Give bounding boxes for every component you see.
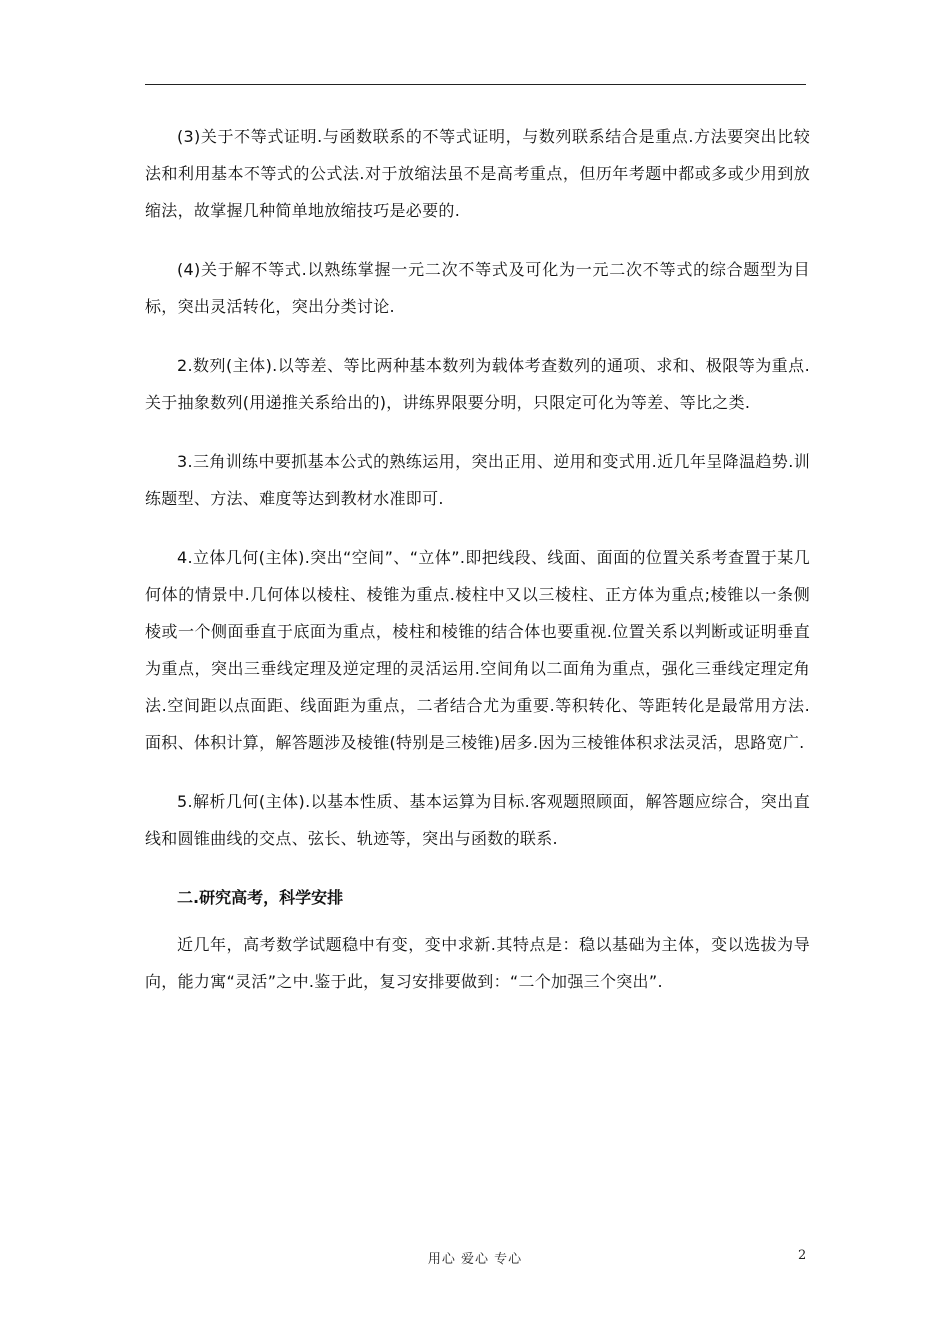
paragraph-inequality-proof: (3)关于不等式证明.与函数联系的不等式证明，与数列联系结合是重点.方法要突出比较法和利用基本不等式的公式法.对于放缩法虽不是高考重点，但历年考题中都或多或少用到放缩法，故掌握几种简单地放缩技巧是必要的. [145,127,810,220]
document-body [145,118,810,1000]
paragraph-analytic-geometry: 5.解析几何(主体).以基本性质、基本运算为目标.客观题照顾面，解答题应综合，突出直线和圆锥曲线的交点、弦长、轨迹等，突出与函数的联系. [145,792,810,848]
paragraph-exam-trends: 近几年，高考数学试题稳中有变，变中求新.其特点是：稳以基础为主体，变以选拔为导向，能力寓“灵活”之中.鉴于此，复习安排要做到：“二个加强三个突出”. [145,935,810,991]
paragraph-solid-geometry: 4.立体几何(主体).突出“空间”、“立体”.即把线段、线面、面面的位置关系考查置于某几何体的情景中.几何体以棱柱、棱锥为重点.棱柱中又以三棱柱、正方体为重点;棱锥以一条侧棱或一个侧面垂直于底面为重点，棱柱和棱锥的结合体也要重视.位置关系以判断或证明垂直为重点，突出三垂线定理及逆定理的灵活运用.空间角以二面角为重点，强化三垂线定理定角法.空间距以点面距、线面距为重点，二者结合尤为重要.等积转化、等距转化是最常用方法.面积、体积计算，解答题涉及棱锥(特别是三棱锥)居多.因为三棱锥体积求法灵活，思路宽广. [145,548,810,752]
paragraph-trigonometry: 3.三角训练中要抓基本公式的熟练运用，突出正用、逆用和变式用.近几年呈降温趋势.训练题型、方法、难度等达到教材水准即可. [145,452,810,508]
paragraph-sequences: 2.数列(主体).以等差、等比两种基本数列为载体考查数列的通项、求和、极限等为重点.关于抽象数列(用递推关系给出的)，讲练界限要分明，只限定可化为等差、等比之类. [145,356,810,412]
header-rule [145,84,806,85]
footer-motto: 用心 爱心 专心 [427,1252,523,1267]
paragraph-solving-inequalities: (4)关于解不等式.以熟练掌握一元二次不等式及可化为一元二次不等式的综合题型为目标，突出灵活转化，突出分类讨论. [145,260,810,316]
section-heading: 二.研究高考，科学安排 [177,888,344,907]
page-number: 2 [798,1248,807,1263]
